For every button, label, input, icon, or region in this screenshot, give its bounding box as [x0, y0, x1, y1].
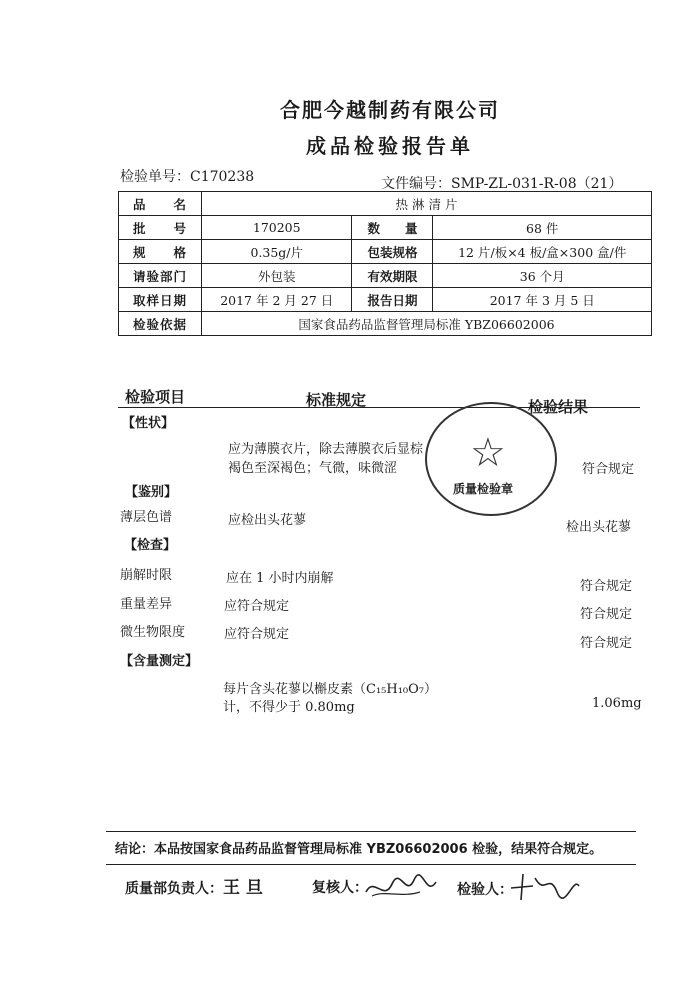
spec-value: 0.35g/片: [202, 240, 352, 264]
file-number-label: 文件编号：: [381, 176, 451, 192]
seal-star-icon: ☆: [470, 430, 506, 476]
disintegration-item: 崩解时限: [120, 568, 173, 583]
document-title: 成品检验报告单: [306, 134, 474, 158]
weight-variation-item: 重量差异: [120, 597, 173, 612]
inspector-signature: [505, 866, 585, 906]
batch-value: 170205: [202, 216, 352, 240]
assay-standard-line2: 计，不得少于 0.80mg: [223, 700, 355, 715]
department-label: 请验部门: [119, 264, 202, 288]
disintegration-result: 符合规定: [580, 579, 633, 594]
package-value: 12 片/板×4 板/盒×300 盒/件: [433, 240, 652, 264]
column-standard-header: 标准规定: [306, 391, 367, 409]
weight-variation-result: 符合规定: [580, 607, 633, 622]
qa-name: 王 旦: [223, 878, 263, 898]
tlc-item: 薄层色谱: [120, 510, 173, 525]
microbial-limit-standard: 应符合规定: [224, 627, 290, 642]
character-standard-line2: 褐色至深褐色；气微，味微涩: [228, 461, 398, 476]
inspection-number-label: 检验单号：: [120, 169, 190, 185]
section-inspection: 【检查】: [124, 538, 177, 553]
reviewer-label: 复核人：: [312, 880, 368, 896]
validity-value: 36 个月: [433, 264, 652, 288]
assay-result: 1.06mg: [592, 696, 642, 711]
tlc-result: 检出头花蓼: [566, 520, 632, 535]
section-assay: 【含量测定】: [120, 654, 199, 669]
section-identification: 【鉴别】: [125, 485, 178, 500]
column-item-header: 检验项目: [125, 388, 186, 406]
qa-signature: [125, 873, 263, 898]
microbial-limit-result: 符合规定: [580, 636, 633, 651]
batch-label: 批 号: [119, 216, 202, 240]
inspection-number: [120, 166, 254, 186]
reviewer-signature: [362, 868, 442, 906]
package-label: 包装规格: [352, 240, 433, 264]
file-number: [381, 173, 622, 193]
basis-label: 检验依据: [119, 312, 202, 336]
disintegration-standard: 应在 1 小时内崩解: [226, 571, 334, 586]
product-name: 热 淋 清 片: [202, 192, 652, 216]
report-date-value: 2017 年 3 月 5 日: [433, 288, 652, 312]
conclusion: 结论：本品按国家食品药品监督管理局标准 YBZ06602006 检验，结果符合规定。: [115, 842, 603, 857]
report-date-label: 报告日期: [352, 288, 433, 312]
header-divider: [118, 407, 640, 408]
inspection-number-value: C170238: [190, 169, 255, 185]
department-value: 外包装: [202, 264, 352, 288]
conclusion-bottom-line: [106, 864, 636, 865]
seal-text: 质量检验章: [453, 482, 514, 496]
conclusion-top-line: [106, 831, 636, 832]
inspector-label: 检验人：: [457, 882, 513, 898]
section-character: 【性状】: [122, 416, 175, 431]
basis-value: 国家食品药品监督管理局标准 YBZ06602006: [202, 312, 652, 336]
microbial-limit-item: 微生物限度: [120, 625, 186, 640]
company-name: 合肥今越制药有限公司: [280, 98, 500, 122]
product-label: 品 名: [119, 192, 202, 216]
weight-variation-standard: 应符合规定: [224, 599, 290, 614]
quantity-label: 数 量: [352, 216, 433, 240]
column-result-header: 检验结果: [528, 398, 589, 416]
character-result: 符合规定: [582, 462, 635, 477]
quantity-value: 68 件: [433, 216, 652, 240]
sample-date-value: 2017 年 2 月 27 日: [202, 288, 352, 312]
character-standard-line1: 应为薄膜衣片，除去薄膜衣后显棕: [228, 442, 424, 457]
file-number-value: SMP-ZL-031-R-08（21）: [451, 176, 623, 192]
product-info-table: [118, 191, 652, 336]
qa-label: 质量部负责人：: [125, 881, 223, 897]
spec-label: 规 格: [119, 240, 202, 264]
validity-label: 有效期限: [352, 264, 433, 288]
sample-date-label: 取样日期: [119, 288, 202, 312]
tlc-standard: 应检出头花蓼: [228, 513, 307, 528]
assay-standard-line1: 每片含头花蓼以槲皮素（C₁₅H₁₀O₇）: [223, 682, 437, 697]
